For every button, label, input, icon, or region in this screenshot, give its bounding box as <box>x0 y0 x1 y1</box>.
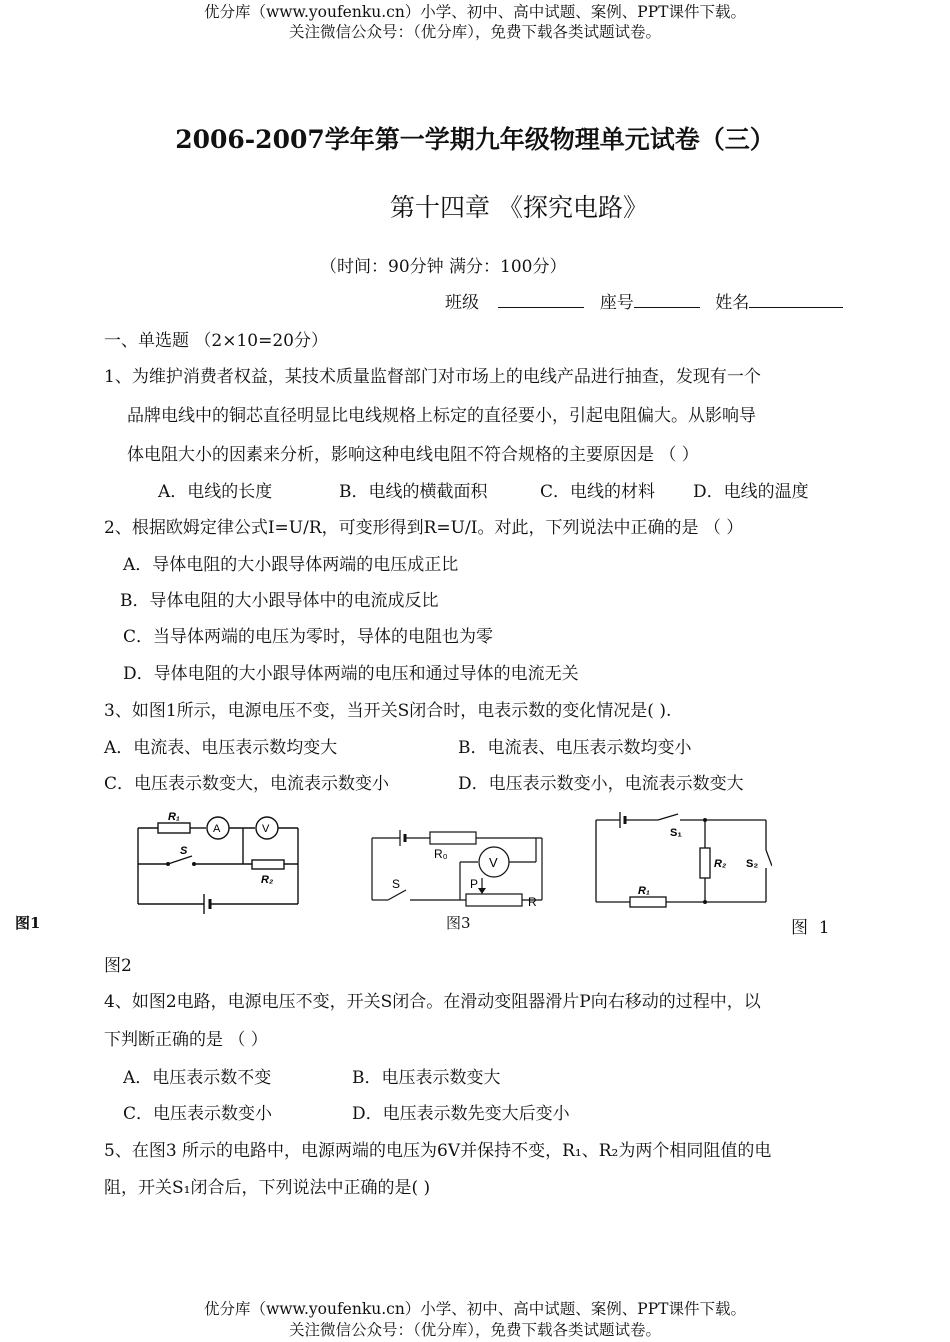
fig3-s1-label: S₁ <box>670 827 682 839</box>
footer-line-2: 关注微信公众号：（优分库），免费下载各类试题试卷。 <box>288 1321 661 1339</box>
q2-stem: 2、根据欧姆定律公式I=U/R，可变形得到R=U/I。对此，下列说法中正确的是 （ ） <box>104 518 744 538</box>
figure-caption-right: 图 1 <box>791 918 830 938</box>
fig3-s2-label: S₂ <box>746 858 759 870</box>
resistor-r1 <box>158 823 190 833</box>
footer-line-1: 优分库（www.youfenku.cn）小学、初中、高中试题、案例、PPT课件下载。 <box>203 1300 747 1318</box>
circuit-figure-2 <box>362 826 552 912</box>
q5-line-1: 5、在图3 所示的电路中，电源两端的电压为6V并保持不变，R₁、R₂为两个相同阻值的电 <box>104 1141 772 1161</box>
time-info: （时间：90分钟 满分：100分） <box>320 257 567 277</box>
name-blank[interactable] <box>749 290 843 308</box>
q1-option-b: B．电线的横截面积 <box>339 482 488 502</box>
q3-option-d: D．电压表示数变小，电流表示数变大 <box>458 774 744 794</box>
fig1-r2-label: R₂ <box>261 874 274 886</box>
q5-line-2: 阻，开关S₁闭合后，下列说法中正确的是( ) <box>104 1178 431 1198</box>
q2-option-c: C．当导体两端的电压为零时，导体的电阻也为零 <box>123 627 494 647</box>
q1-line-1: 1、为维护消费者权益，某技术质量监督部门对市场上的电线产品进行抽查，发现有一个 <box>104 367 761 387</box>
name-label: 姓名 <box>715 293 750 313</box>
fig3-r2-label: R₂ <box>714 858 727 870</box>
figure-caption-mid: 图3 <box>446 914 471 932</box>
figure-caption-left: 图1 <box>15 914 41 932</box>
fig2-r0-label: R₀ <box>434 847 448 861</box>
fig2-rheostat-label: R <box>528 895 537 909</box>
q4-line-1: 4、如图2电路，电源电压不变，开关S闭合。在滑动变阻器滑片P向右移动的过程中，以 <box>104 992 761 1012</box>
q3-option-c: C．电压表示数变大，电流表示数变小 <box>104 774 390 794</box>
header-line-1: 优分库（www.youfenku.cn）小学、初中、高中试题、案例、PPT课件下载。 <box>203 3 747 21</box>
fig1-switch-label: S <box>180 845 188 857</box>
q4-option-a: A．电压表示数不变 <box>123 1068 272 1088</box>
q4-option-d: D．电压表示数先变大后变小 <box>352 1104 570 1124</box>
section-heading: 一、单选题 （2×10=20分） <box>104 331 328 351</box>
student-info-row <box>445 288 843 313</box>
seat-label: 座号 <box>599 293 634 313</box>
q4-option-b: B．电压表示数变大 <box>352 1068 501 1088</box>
class-blank[interactable] <box>498 290 584 308</box>
q3-stem: 3、如图1所示，电源电压不变，当开关S闭合时，电表示数的变化情况是( ). <box>104 701 672 721</box>
q3-option-b: B．电流表、电压表示数均变小 <box>458 738 692 758</box>
q1-line-2: 品牌电线中的铜芯直径明显比电线规格上标定的直径要小，引起电阻偏大。从影响导 <box>127 406 756 426</box>
chapter-title: 第十四章 《探究电路》 <box>390 193 648 222</box>
q1-option-a: A．电线的长度 <box>158 482 273 502</box>
class-label: 班级 <box>445 293 479 313</box>
fig1-voltmeter-label: V <box>262 823 270 835</box>
fig2-switch-label: S <box>392 877 401 891</box>
q4-option-c: C．电压表示数变小 <box>123 1104 273 1124</box>
fig1-ammeter-label: A <box>213 823 221 835</box>
exam-title: 2006-2007学年第一学期九年级物理单元试卷（三） <box>175 125 775 154</box>
q2-option-b: B．导体电阻的大小跟导体中的电流成反比 <box>120 591 439 611</box>
circuit-figure-3 <box>590 810 772 910</box>
fig3-r1-label: R₁ <box>638 885 650 897</box>
header-line-2: 关注微信公众号：（优分库），免费下载各类试题试卷。 <box>288 23 661 41</box>
q2-option-a: A．导体电阻的大小跟导体两端的电压成正比 <box>123 555 459 575</box>
seat-blank[interactable] <box>634 290 700 308</box>
q2-option-d: D．导体电阻的大小跟导体两端的电压和通过导体的电流无关 <box>123 664 579 684</box>
circuit-figure-1 <box>128 806 308 914</box>
figure-caption-below: 图2 <box>104 956 132 976</box>
resistor-r2 <box>252 860 284 869</box>
fig2-slider-label: P <box>470 877 479 891</box>
fig2-voltmeter-label: V <box>489 855 498 870</box>
fig1-r1-label: R₁ <box>168 811 180 823</box>
q4-line-2: 下判断正确的是 （ ） <box>104 1030 268 1050</box>
q3-option-a: A．电流表、电压表示数均变大 <box>104 738 338 758</box>
q1-option-c: C．电线的材料 <box>540 482 656 502</box>
q1-line-3: 体电阻大小的因素来分析，影响这种电线电阻不符合规格的主要原因是 （ ） <box>127 445 699 465</box>
q1-option-d: D．电线的温度 <box>693 482 809 502</box>
